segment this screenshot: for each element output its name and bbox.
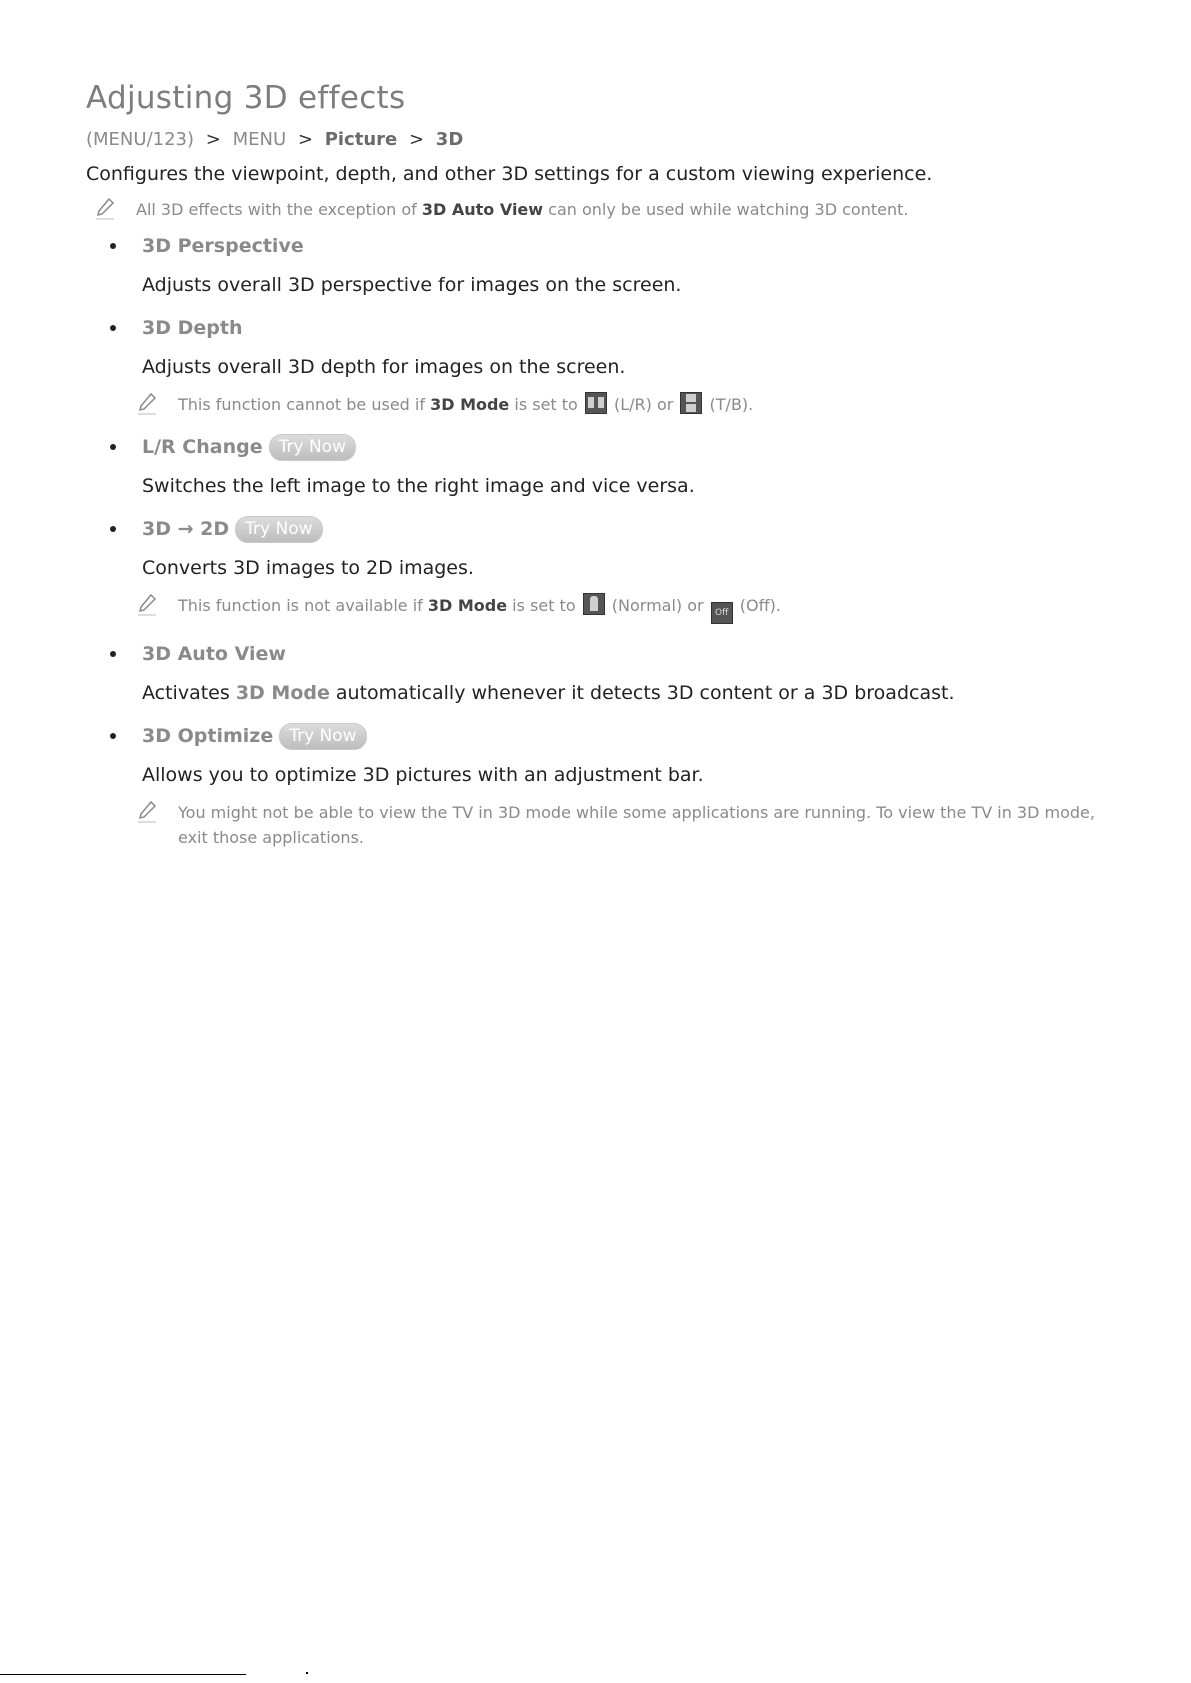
try-now-button[interactable]: Try Now xyxy=(235,516,322,543)
bullet-icon xyxy=(110,325,116,331)
normal-mode-icon xyxy=(583,593,605,615)
note-bold: 3D Mode xyxy=(430,395,510,414)
note xyxy=(128,800,1126,850)
bullet-icon xyxy=(110,651,116,657)
item-title-text: 3D → 2D xyxy=(142,518,230,540)
menu-path xyxy=(86,128,1126,152)
note-text: is set to xyxy=(509,395,583,414)
menu-path-separator: > xyxy=(205,129,221,150)
item-desc: Allows you to optimize 3D pictures with an adjustment bar. xyxy=(142,764,704,786)
item-desc: Adjusts overall 3D depth for images on the screen. xyxy=(142,356,626,378)
page-title: Adjusting 3D effects xyxy=(86,80,406,116)
item-title-text: L/R Change xyxy=(142,436,263,458)
note-bold: 3D Mode xyxy=(427,596,508,615)
footer-mark xyxy=(306,1672,308,1674)
note-text: (T/B). xyxy=(704,395,754,414)
menu-path-picture: Picture xyxy=(324,129,398,150)
item-desc xyxy=(142,680,1126,706)
item-title-text: 3D Optimize xyxy=(142,725,274,747)
item-title xyxy=(142,718,1126,750)
note-text: (L/R) or xyxy=(608,395,679,414)
menu-path-separator: > xyxy=(408,129,425,150)
menu-path-separator: > xyxy=(297,129,313,150)
item-desc-text: Activates xyxy=(142,682,236,704)
list-item xyxy=(86,228,1126,298)
menu-path-3d: 3D xyxy=(435,129,464,150)
note-text: This function is not available if xyxy=(178,596,428,615)
try-now-button[interactable]: Try Now xyxy=(279,723,366,750)
lr-mode-icon xyxy=(585,392,607,414)
bullet-icon xyxy=(110,526,116,532)
item-desc-text: automatically whenever it detects 3D content or a 3D broadcast. xyxy=(329,682,955,704)
list-item xyxy=(86,310,1126,417)
item-desc: Adjusts overall 3D perspective for images on the screen. xyxy=(142,274,682,296)
settings-list xyxy=(86,228,1126,850)
try-now-button[interactable]: Try Now xyxy=(269,434,356,461)
note-text: This function cannot be used if xyxy=(178,395,431,414)
off-mode-icon: Off xyxy=(711,602,733,624)
bullet-icon xyxy=(110,243,116,249)
item-title: 3D Perspective xyxy=(142,235,304,257)
menu-path-remote: (MENU/123) xyxy=(86,129,195,150)
manual-page xyxy=(86,78,1126,850)
pencil-icon xyxy=(94,197,116,221)
item-title: 3D Auto View xyxy=(142,643,286,665)
note xyxy=(128,392,1126,417)
pencil-icon xyxy=(136,800,158,824)
list-item xyxy=(86,718,1126,850)
intro-text: Configures the viewpoint, depth, and other 3D settings for a custom viewing experience. xyxy=(86,163,933,185)
note-text: (Off). xyxy=(734,596,781,615)
list-item xyxy=(86,511,1126,624)
bullet-icon xyxy=(110,444,116,450)
tb-mode-icon xyxy=(680,392,702,414)
item-desc: Converts 3D images to 2D images. xyxy=(142,557,474,579)
note-bold: 3D Auto View xyxy=(421,200,544,219)
item-title: 3D Depth xyxy=(142,317,243,339)
note-text: is set to xyxy=(507,596,581,615)
list-item xyxy=(86,429,1126,499)
note-text: All 3D effects with the exception of xyxy=(136,200,422,219)
item-desc: Switches the left image to the right image and vice versa. xyxy=(142,475,695,497)
note-text: (Normal) or xyxy=(606,596,709,615)
bullet-icon xyxy=(110,733,116,739)
pencil-icon xyxy=(136,392,158,416)
note xyxy=(128,593,1126,624)
list-item xyxy=(86,636,1126,706)
menu-path-menu: MENU xyxy=(232,129,287,150)
footer-rule xyxy=(0,1674,246,1675)
note-text: can only be used while watching 3D content. xyxy=(543,200,909,219)
item-title xyxy=(142,429,1126,461)
item-title xyxy=(142,511,1126,543)
note-text: You might not be able to view the TV in 3D mode while some applications are running. To view the TV in 3D mode, exit those applications. xyxy=(178,803,1095,847)
pencil-icon xyxy=(136,593,158,617)
item-desc-highlight: 3D Mode xyxy=(235,682,330,704)
note xyxy=(86,197,1126,222)
